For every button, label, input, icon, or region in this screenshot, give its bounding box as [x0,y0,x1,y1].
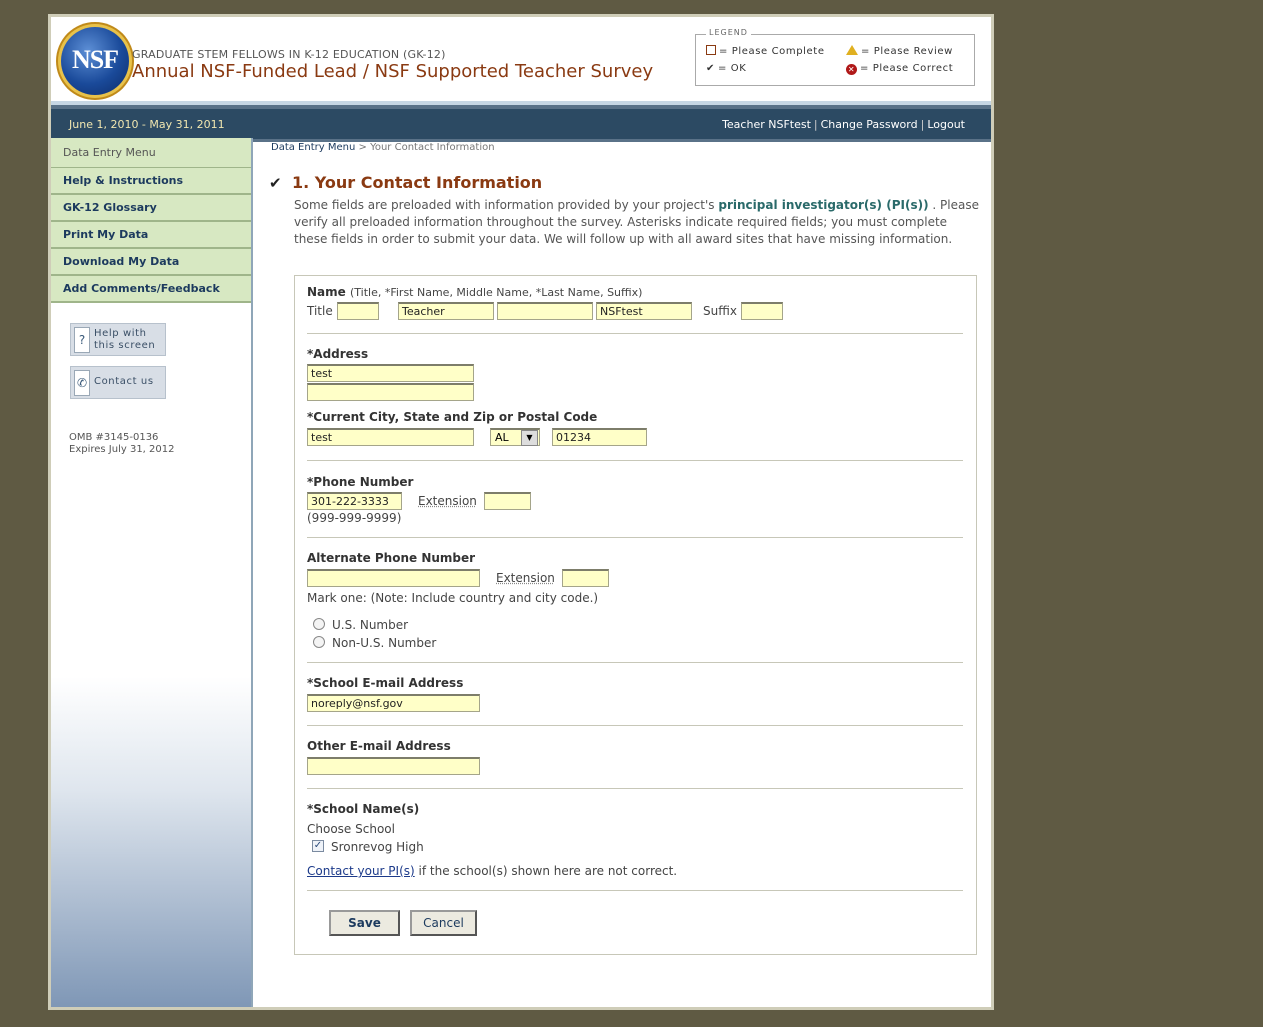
non-us-number-label: Non-U.S. Number [332,636,437,650]
suffix-input[interactable] [741,302,783,320]
middle-name-input[interactable] [497,302,593,320]
non-us-number-radio[interactable] [313,636,325,648]
sidebar-item-glossary[interactable]: GK-12 Glossary [51,195,251,222]
phone-extension-label: Extension [418,494,477,508]
legend [695,28,975,86]
sidebar-item-print[interactable]: Print My Data [51,222,251,249]
logout-link[interactable]: Logout [927,118,965,131]
divider [307,788,963,789]
school-name: Sronrevog High [331,840,424,854]
omb-expires: Expires July 31, 2012 [69,444,175,455]
survey-title: Annual NSF-Funded Lead / NSF Supported Teacher Survey [132,61,654,82]
sidebar-item-download[interactable]: Download My Data [51,249,251,276]
chevron-down-icon[interactable]: ▼ [521,430,538,446]
omb-number: OMB #3145-0136 [69,432,159,443]
phone-icon: ✆ [74,370,90,396]
choose-school-label: Choose School [307,822,395,836]
address-label: *Address [307,347,369,361]
sidebar-menu-header[interactable]: Data Entry Menu [51,138,251,168]
breadcrumb-root-link[interactable]: Data Entry Menu [271,142,356,153]
phone-input[interactable]: 301-222-3333 [307,492,402,510]
contact-us-button[interactable] [70,366,166,399]
alt-extension-input[interactable] [562,569,609,587]
legend-label: = Please Complete [719,46,825,57]
section-status-check-icon: ✔ [269,174,282,192]
page-inner [51,17,991,1007]
section-title: 1. Your Contact Information [292,173,543,192]
address-line2-input[interactable] [307,383,474,401]
breadcrumb-separator: > [358,142,367,153]
help-line2: this screen [94,340,156,351]
alt-extension-label: Extension [496,571,555,585]
intro-text [294,197,979,248]
separator: | [813,118,818,131]
city-input[interactable]: test [307,428,474,446]
divider [307,890,963,891]
help-button-label [94,328,155,352]
contact-pi-post: if the school(s) shown here are not correct. [418,864,678,878]
contact-button-label: Contact us [94,376,154,387]
us-number-radio[interactable] [313,618,325,630]
legend-title: LEGEND [706,28,751,37]
cancel-button[interactable]: Cancel [410,910,477,936]
help-with-screen-button[interactable] [70,323,166,356]
first-name-input[interactable]: Teacher [398,302,494,320]
school-checkbox[interactable]: ✓ [313,840,323,851]
us-number-label: U.S. Number [332,618,409,632]
help-line1: Help with [94,328,147,339]
other-email-label: Other E-mail Address [307,739,451,753]
contact-pi-note [307,864,677,878]
alt-phone-input[interactable] [307,569,480,587]
save-button[interactable]: Save [329,910,400,936]
divider [307,725,963,726]
logo-text: NSF [71,45,119,74]
phone-extension-input[interactable] [484,492,531,510]
intro-pre: Some fields are preloaded with information provided by your project's [294,198,715,212]
suffix-label: Suffix [703,304,737,318]
school-email-input[interactable]: noreply@nsf.gov [307,694,480,712]
legend-please-review [846,45,953,57]
state-select[interactable] [490,428,540,446]
zip-input[interactable]: 01234 [552,428,647,446]
contact-pi-link[interactable]: Contact your PI(s) [307,864,415,878]
legend-label: = OK [717,63,747,74]
empty-box-icon [706,45,716,55]
name-label-text: Name [307,285,346,299]
divider [307,460,963,461]
header [51,17,991,101]
change-password-link[interactable]: Change Password [820,118,918,131]
name-hint: (Title, *First Name, Middle Name, *Last Name, Suffix) [349,286,643,299]
legend-ok [706,63,746,74]
breadcrumb-current: Your Contact Information [370,142,495,153]
checkmark-icon: ✔ [706,63,715,74]
date-range: June 1, 2010 - May 31, 2011 [69,118,225,131]
contact-form [294,275,977,955]
user-links [722,118,965,131]
phone-format-hint: (999-999-9999) [307,511,402,525]
alt-phone-label: Alternate Phone Number [307,551,476,565]
user-name-link[interactable]: Teacher NSFtest [722,118,811,131]
state-value: AL [495,431,509,444]
other-email-input[interactable] [307,757,480,775]
separator: | [920,118,925,131]
divider [307,537,963,538]
address-line1-input[interactable]: test [307,364,474,382]
school-names-label: *School Name(s) [307,802,420,816]
title-label: Title [307,304,333,318]
alt-phone-note: Mark one: (Note: Include country and city code.) [307,591,599,605]
pi-glossary-link[interactable]: principal investigator(s) (PI(s)) [718,198,929,212]
school-email-label: *School E-mail Address [307,676,464,690]
phone-label: *Phone Number [307,475,414,489]
page-frame [48,14,994,1010]
error-icon: ✕ [847,65,856,74]
legend-label: = Please Review [861,46,953,57]
last-name-input[interactable]: NSFtest [596,302,692,320]
breadcrumb [271,142,495,153]
intro-post: . Please verify all preloaded information throughout the survey. Asterisks indicate required fields; you must complete these fields in order to submit your data. We will follow up with all award sites that have missing information. [294,198,979,246]
program-name: GRADUATE STEM FELLOWS IN K-12 EDUCATION (GK-12) [132,48,446,61]
city-state-zip-label: *Current City, State and Zip or Postal Code [307,410,598,424]
top-bar [51,101,991,142]
sidebar-item-comments[interactable]: Add Comments/Feedback [51,276,251,303]
legend-label: = Please Correct [860,63,954,74]
warning-icon [846,45,858,55]
question-icon: ? [74,327,90,353]
legend-please-correct [846,63,953,75]
legend-please-complete [706,45,825,57]
nsf-logo [61,27,129,95]
top-bar-inner [51,109,991,139]
divider [307,662,963,663]
name-label [307,285,642,299]
omb-info [69,432,175,456]
sidebar-item-help[interactable]: Help & Instructions [51,168,251,195]
title-input[interactable] [337,302,379,320]
divider [307,333,963,334]
sidebar [51,138,253,1007]
